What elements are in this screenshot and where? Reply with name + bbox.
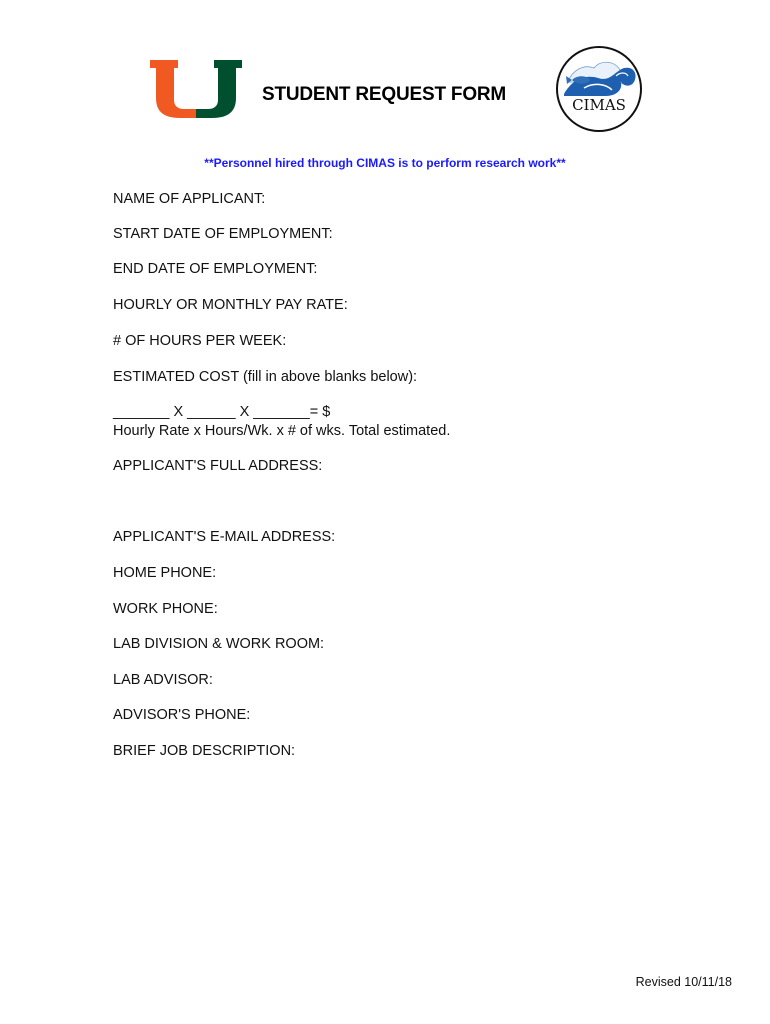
form-title: STUDENT REQUEST FORM	[262, 84, 507, 105]
cost-formula-line: _______ X ______ X _______= $	[113, 404, 331, 420]
field-name-of-applicant: NAME OF APPLICANT:	[113, 191, 266, 207]
field-home-phone: HOME PHONE:	[113, 565, 217, 581]
field-lab-advisor: LAB ADVISOR:	[113, 672, 213, 688]
field-estimated-cost: ESTIMATED COST (fill in above blanks below):	[113, 369, 418, 385]
cimas-logo-text: CIMAS	[572, 96, 626, 114]
university-u-logo	[150, 60, 242, 118]
field-advisor-phone: ADVISOR'S PHONE:	[113, 707, 251, 723]
field-email-address: APPLICANT'S E-MAIL ADDRESS:	[113, 529, 336, 545]
cost-formula-caption: Hourly Rate x Hours/Wk. x # of wks. Total estimated.	[113, 423, 451, 439]
field-hours-per-week: # OF HOURS PER WEEK:	[113, 333, 287, 349]
field-full-address: APPLICANT'S FULL ADDRESS:	[113, 458, 323, 474]
research-note: **Personnel hired through CIMAS is to perform research work**	[204, 156, 566, 170]
cimas-logo	[554, 44, 644, 134]
field-pay-rate: HOURLY OR MONTHLY PAY RATE:	[113, 297, 348, 313]
field-lab-division: LAB DIVISION & WORK ROOM:	[113, 636, 325, 652]
field-work-phone: WORK PHONE:	[113, 601, 218, 617]
field-start-date: START DATE OF EMPLOYMENT:	[113, 226, 333, 242]
field-end-date: END DATE OF EMPLOYMENT:	[113, 261, 318, 277]
revision-date: Revised 10/11/18	[635, 975, 732, 989]
field-job-description: BRIEF JOB DESCRIPTION:	[113, 743, 296, 759]
